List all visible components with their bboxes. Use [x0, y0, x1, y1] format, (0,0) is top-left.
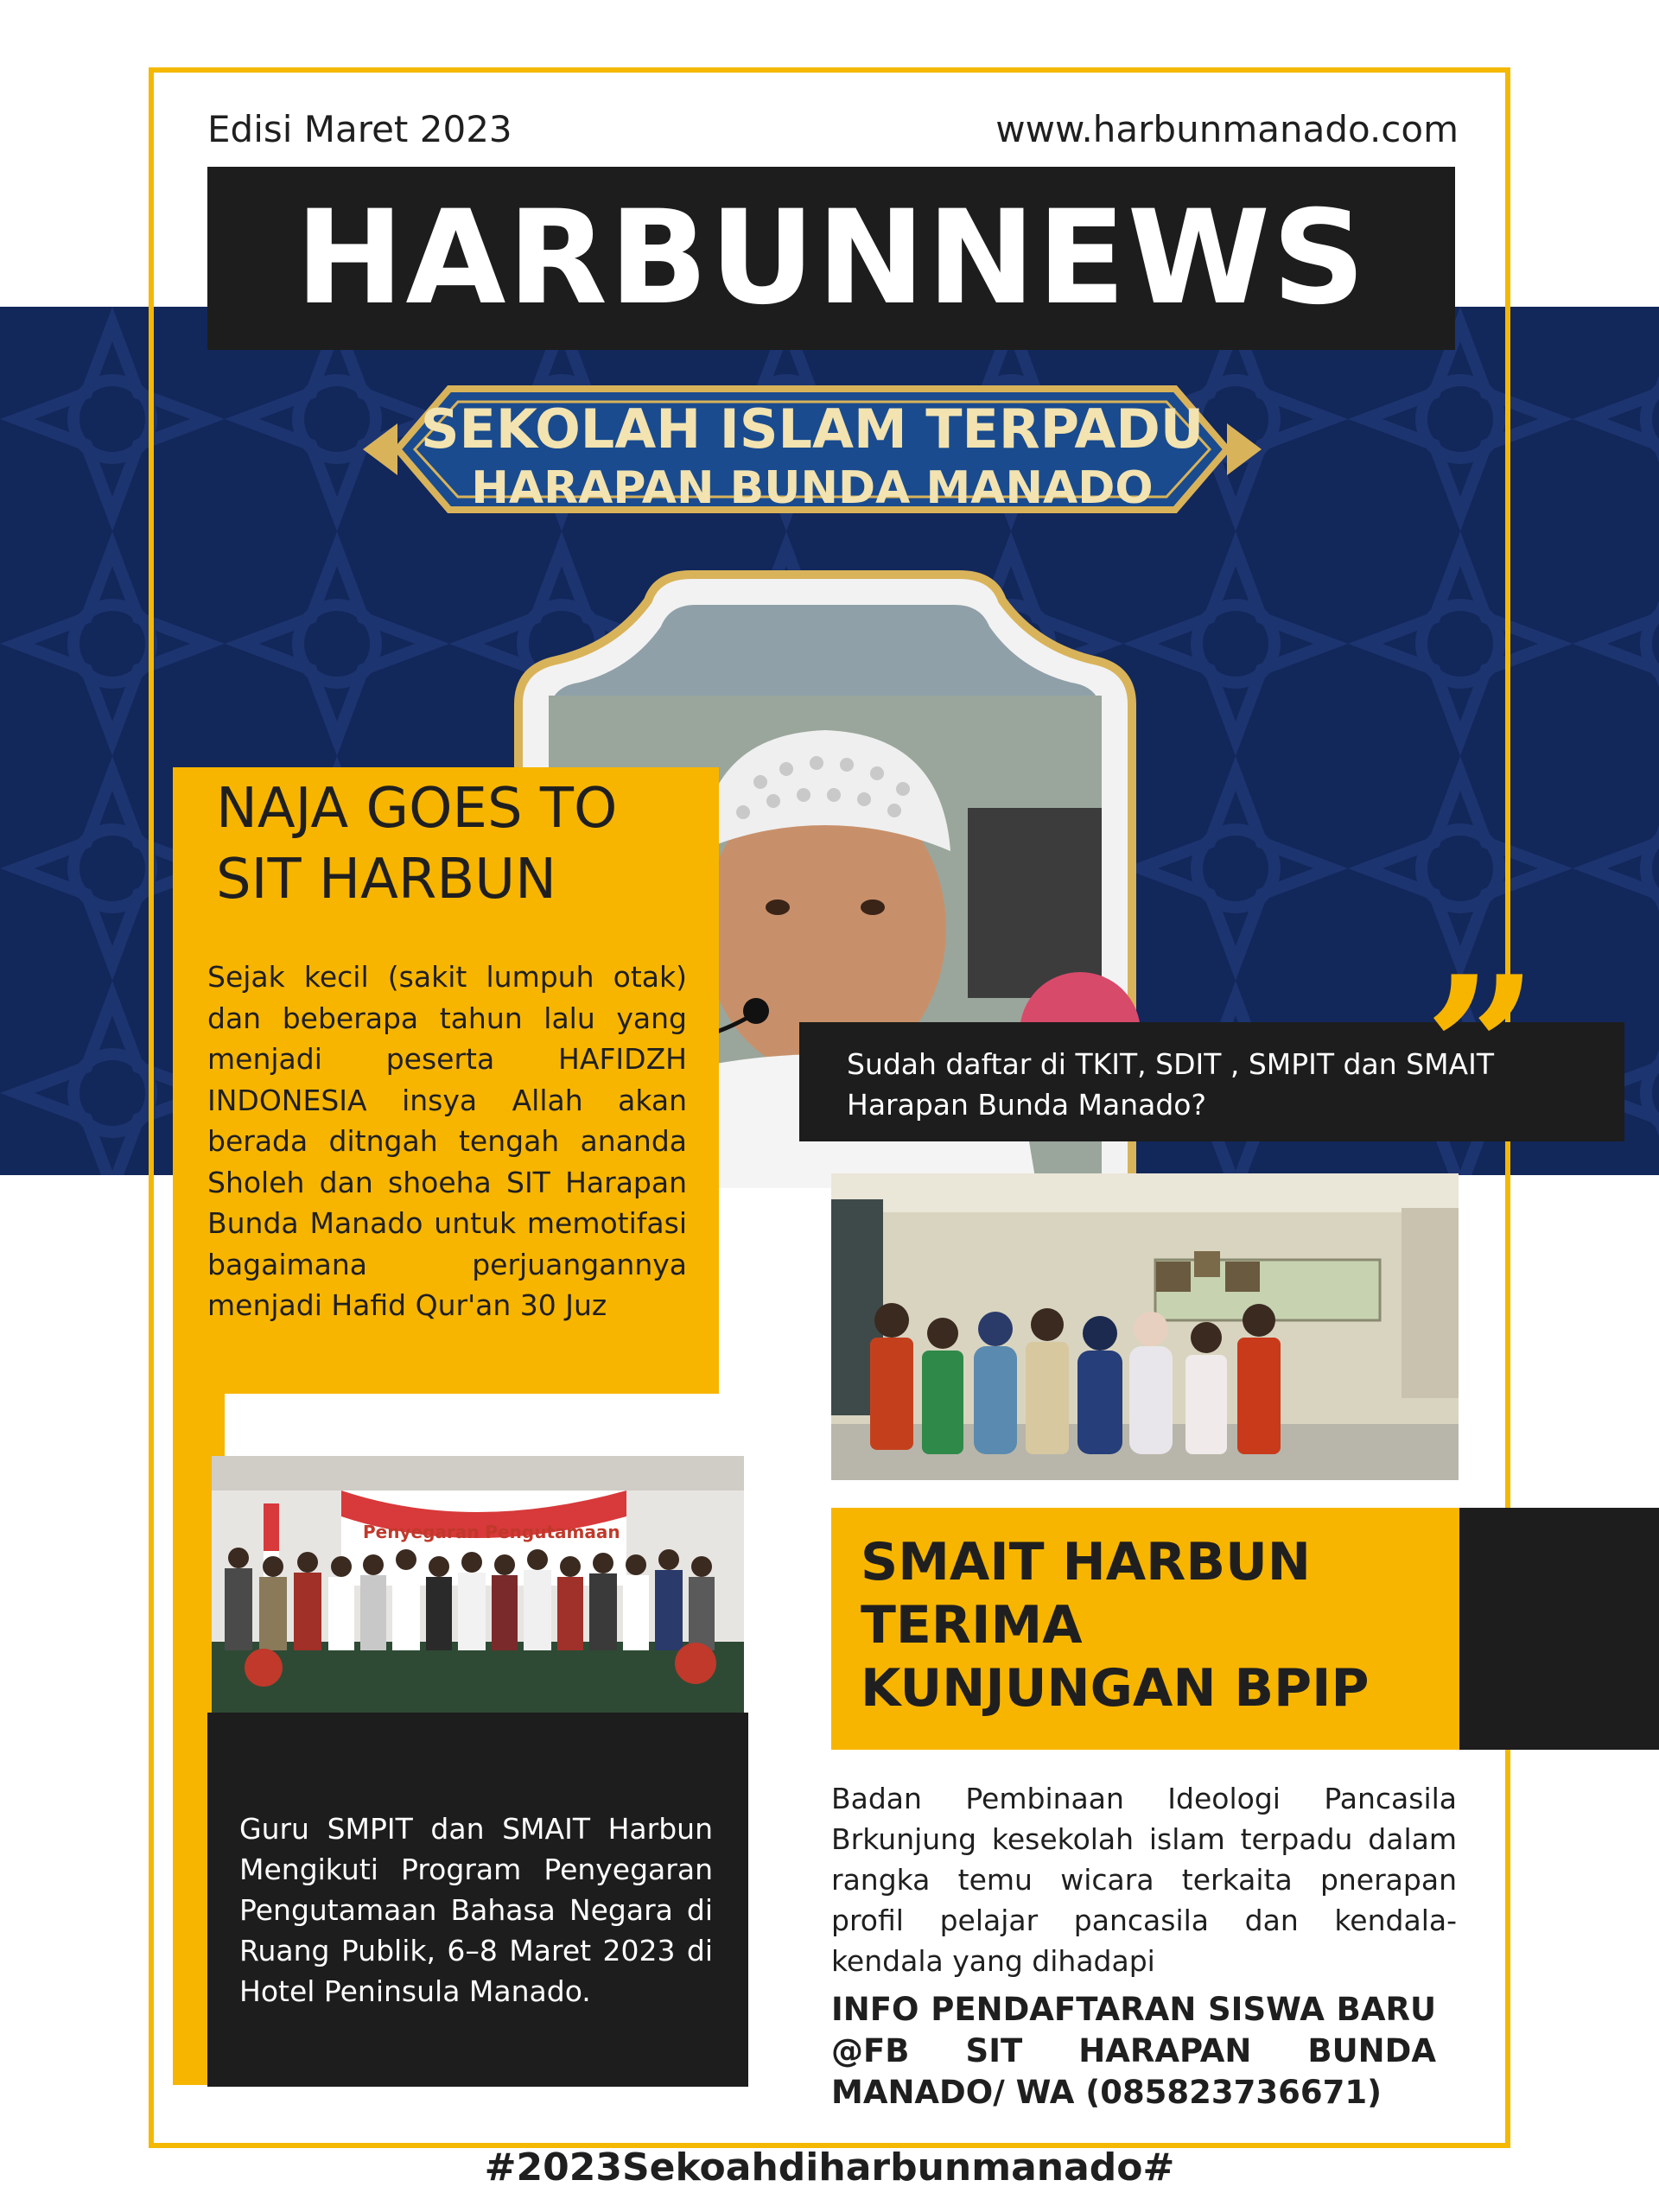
- training-group-illustration: [212, 1456, 744, 1715]
- footer-hashtag: #2023Sekoahdiharbunmanado#: [484, 2145, 1175, 2190]
- bpip-visit-illustration: [831, 1173, 1459, 1480]
- training-banner-text: Penyegaran Pengutamaan: [363, 1522, 620, 1542]
- article-training-body: Guru SMPIT dan SMAIT Harbun Mengikuti Program Penyegaran Pengutamaan Bahasa Negara di Ruang Publik, 6–8 Maret 2023 di Hotel Peninsula Manado.: [239, 1812, 713, 2008]
- article-bpip-dark-block: [1459, 1508, 1659, 1750]
- article-naja-title-line-1: NAJA GOES TO: [216, 777, 618, 841]
- article-naja-body: Sejak kecil (sakit lumpuh otak) dan beberapa tahun lalu yang menjadi peserta HAFIDZH INDONESIA insya Allah akan berada ditngah tengah ananda Sholeh dan shoeha SIT Harapan Bunda Manado untuk memotifasi bagaimana perjuangannya menjadi Hafid Qur'an 30 Juz: [207, 960, 687, 1322]
- article-bpip-title: [861, 1531, 1448, 1720]
- article-bpip-body: Badan Pembinaan Ideologi Pancasila Brkunjung kesekolah islam terpadu dalam rangka temu wicara terkaita pnerapan profil pelajar pancasila dan kendala-kendala yang dihadapi: [831, 1782, 1457, 1978]
- banner-line-1: SEKOLAH ISLAM TERPADU: [420, 397, 1205, 461]
- quote-text: Sudah daftar di TKIT, SDIT , SMPIT dan SMAIT Harapan Bunda Manado?: [847, 1047, 1495, 1122]
- bpip-visit-photo: [831, 1173, 1459, 1480]
- article-bpip-title-line-1: SMAIT HARBUN: [861, 1532, 1312, 1592]
- registration-info: INFO PENDAFTARAN SISWA BARU @FB SIT HARAPAN BUNDA MANADO/ WA (085823736671): [831, 1991, 1436, 2111]
- article-naja-title-line-2: SIT HARBUN: [216, 848, 556, 912]
- edition-label: Edisi Maret 2023: [207, 108, 512, 150]
- article-naja-title: [216, 773, 700, 915]
- article-bpip-title-line-3: KUNJUNGAN BPIP: [861, 1658, 1370, 1719]
- article-bpip-title-line-2: TERIMA: [861, 1595, 1083, 1656]
- school-banner: [346, 363, 1279, 536]
- quote-mark-icon: ”: [1424, 933, 1539, 1166]
- masthead-title: HARBUNNEWS: [207, 167, 1455, 350]
- banner-line-2: HARAPAN BUNDA MANADO: [471, 462, 1154, 514]
- training-group-photo: [212, 1456, 744, 1715]
- website-link[interactable]: www.harbunmanado.com: [995, 108, 1459, 150]
